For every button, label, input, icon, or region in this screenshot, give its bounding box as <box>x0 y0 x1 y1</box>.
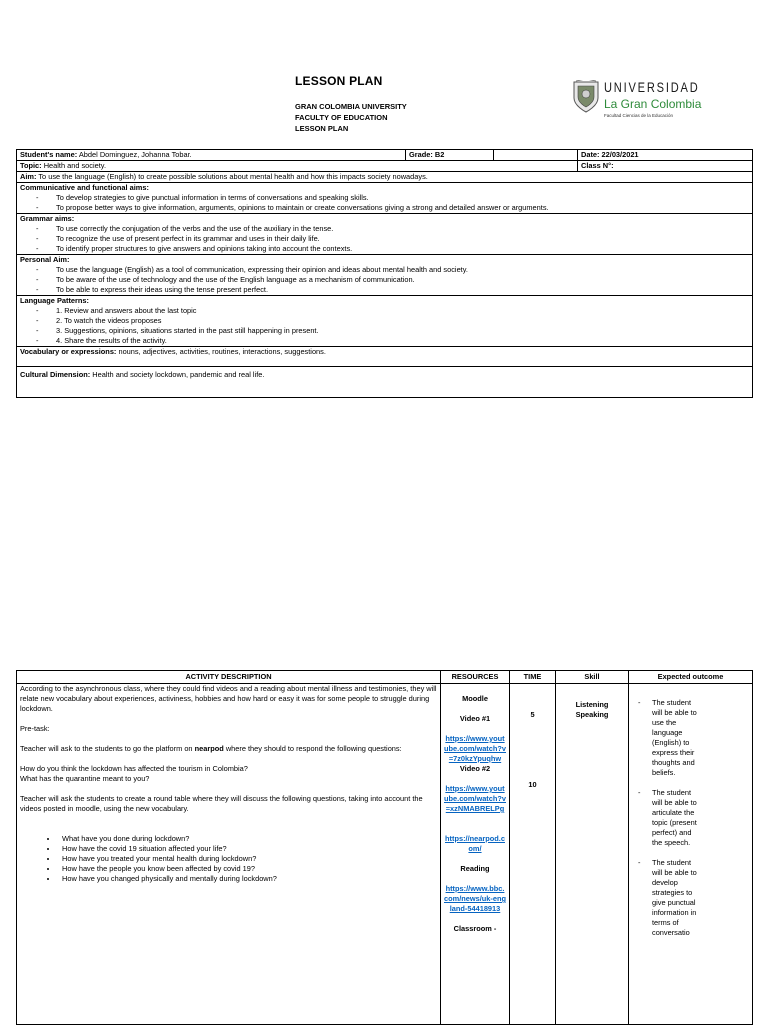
crest-icon <box>572 80 600 114</box>
video-2-label: Video #2 <box>459 764 491 773</box>
skill-value: Listening <box>575 700 609 709</box>
video-1-link[interactable]: https://www.youtube.com/watch?v=7z0kzYpuqhw <box>444 734 507 763</box>
activity-table <box>16 670 753 1025</box>
communicative-aim-item: - To propose better ways to give information, arguments, opinions to maintain or create conversations giving a strong and detailed answer or arguments. <box>20 203 749 213</box>
date-value: 22/03/2021 <box>601 150 639 159</box>
personal-aim-row <box>17 255 753 296</box>
personal-aim-title: Personal Aim: <box>20 255 70 264</box>
activity-intro: According to the asynchronous class, where they could find videos and a reading about mental illness and testimonies, they will relate new vocabulary about experiences, activiness, hobbies and how hard or easy it was for some people to struggle during lockdown. <box>20 684 437 713</box>
cultural-dimension-label: Cultural Dimension: <box>20 370 91 379</box>
video-1-label: Video #1 <box>459 714 491 723</box>
communicative-aims-row <box>17 183 753 214</box>
communicative-aims-title: Communicative and functional aims: <box>20 183 149 192</box>
pretask-question: What has the quarantine meant to you? <box>20 774 150 783</box>
personal-aim-item: - To use the language (English) as a tool of communication, expressing their opinion and ideas about mental health and society. <box>20 265 749 275</box>
document-type: LESSON PLAN <box>295 124 349 133</box>
resources-cell <box>441 684 510 1025</box>
time-value: 5 <box>530 710 535 719</box>
discussion-question: • How have the people you know been affected by covid 19? <box>58 864 437 874</box>
student-label: Student's name: <box>20 150 78 159</box>
reading-link[interactable]: https://www.bbc.com/news/uk-england-54418913 <box>444 884 507 913</box>
vocabulary-value: nouns, adjectives, activities, routines, interactions, suggestions. <box>118 347 326 356</box>
institution-header <box>295 101 407 134</box>
discussion-questions <box>20 834 437 884</box>
faculty-name: FACULTY OF EDUCATION <box>295 113 388 122</box>
language-pattern-item: - 4. Share the results of the activity. <box>20 336 749 346</box>
skill-value: Speaking <box>575 710 609 719</box>
aim-row <box>17 172 753 183</box>
discussion-question: • What have you done during lockdown? <box>58 834 437 844</box>
discussion-question: • How have the covid 19 situation affected your life? <box>58 844 437 854</box>
language-pattern-item: - 2. To watch the videos proposes <box>20 316 749 326</box>
activity-description <box>17 684 441 1025</box>
grammar-aims-row <box>17 214 753 255</box>
date-label: Date: <box>581 150 600 159</box>
page-title: LESSON PLAN <box>295 74 383 88</box>
expected-outcome-header: Expected outcome <box>629 671 753 684</box>
student-row <box>17 150 753 161</box>
grammar-aim-item: - To use correctly the conjugation of the verbs and the use of the auxiliary in the tense. <box>20 224 749 234</box>
skill-cell <box>556 684 629 1025</box>
grade-value: B2 <box>434 150 445 159</box>
skill-header: Skill <box>556 671 629 684</box>
logo-subtitle: La Gran Colombia <box>604 97 702 111</box>
grammar-aim-item: - To identify proper structures to give answers and opinions taking into account the contexts. <box>20 244 749 254</box>
nearpod-instruction: Teacher will ask to the students to go the platform on nearpod where they should to respond the following questions: <box>20 744 402 753</box>
time-header: TIME <box>510 671 556 684</box>
university-logo <box>570 80 700 122</box>
topic-row <box>17 161 753 172</box>
nearpod-keyword: nearpod <box>194 744 224 753</box>
logo-faculty: Facultad Ciencias de la Educación <box>604 113 674 118</box>
communicative-aim-item: - To develop strategies to give punctual information in terms of conversations and speaking skills. <box>20 193 749 203</box>
classroom-label: Classroom - <box>453 924 497 933</box>
activity-header-row <box>17 671 753 684</box>
language-pattern-item: - 3. Suggestions, opinions, situations started in the past still happening in present. <box>20 326 749 336</box>
cultural-dimension-value: Health and society lockdown, pandemic and real life. <box>92 370 265 379</box>
moodle-label: Moodle <box>462 694 488 703</box>
outcome-item: - The student will be able to articulate the topic (present perfect) and the speech. <box>632 788 698 848</box>
reading-label: Reading <box>460 864 490 873</box>
activity-body-row <box>17 684 753 1025</box>
time-cell <box>510 684 556 1025</box>
lesson-info-table <box>16 149 753 398</box>
aim-value: To use the language (English) to create possible solutions about mental health and how this impacts society nowadays. <box>38 172 428 181</box>
class-number-label: Class N°: <box>581 161 614 170</box>
round-table-instruction: Teacher will ask the students to create a round table where they will discuss the following questions, taking into account the videos posted in moodle, using the new vocabulary. <box>20 794 423 813</box>
topic-label: Topic: <box>20 161 42 170</box>
expected-outcome-cell <box>629 684 753 1025</box>
resources-header: RESOURCES <box>441 671 510 684</box>
university-name: GRAN COLOMBIA UNIVERSITY <box>295 102 407 111</box>
pretask-label: Pre-task: <box>20 724 50 733</box>
aim-label: Aim: <box>20 172 37 181</box>
activity-description-header: ACTIVITY DESCRIPTION <box>17 671 441 684</box>
grammar-aims-title: Grammar aims: <box>20 214 75 223</box>
language-patterns-row <box>17 296 753 347</box>
outcome-item: - The student will be able to use the language (English) to express their thoughts and beliefs. <box>632 698 698 778</box>
pretask-question: How do you think the lockdown has affected the tourism in Colombia? <box>20 764 248 773</box>
language-patterns-title: Language Patterns: <box>20 296 89 305</box>
nearpod-link[interactable]: https://nearpod.com/ <box>445 834 505 853</box>
language-pattern-item: - 1. Review and answers about the last topic <box>20 306 749 316</box>
vocabulary-label: Vocabulary or expressions: <box>20 347 117 356</box>
outcome-item: - The student will be able to develop strategies to give punctual information in terms of conversatio <box>632 858 698 938</box>
grade-label: Grade: <box>409 150 433 159</box>
topic-value: Health and society. <box>43 161 106 170</box>
student-names: Abdel Dominguez, Johanna Tobar. <box>78 150 192 159</box>
vocabulary-row <box>17 347 753 367</box>
grammar-aim-item: - To recognize the use of present perfect in its grammar and uses in their daily life. <box>20 234 749 244</box>
discussion-question: • How have you changed physically and mentally during lockdown? <box>58 874 437 884</box>
personal-aim-item: - To be aware of the use of technology and the use of the English language as a mechanism of communication. <box>20 275 749 285</box>
cultural-dimension-row <box>17 367 753 398</box>
discussion-question: • How have you treated your mental health during lockdown? <box>58 854 437 864</box>
logo-wordmark: UNIVERSIDAD <box>604 80 700 95</box>
video-2-link[interactable]: https://www.youtube.com/watch?v=xzNMABRELPg <box>444 784 507 813</box>
time-value: 10 <box>528 780 537 789</box>
personal-aim-item: - To be able to express their ideas using the tense present perfect. <box>20 285 749 295</box>
